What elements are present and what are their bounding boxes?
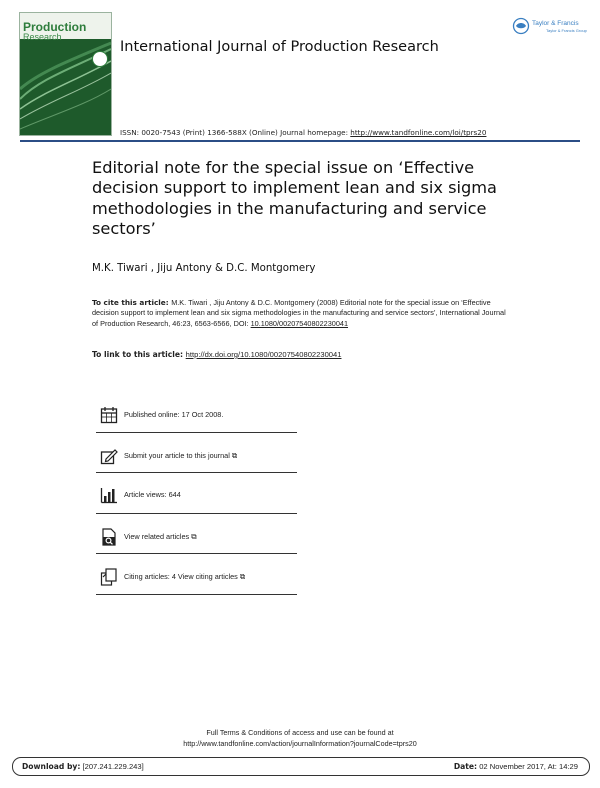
submit-icon: [100, 447, 118, 465]
journal-cover-image: [19, 12, 112, 136]
citing-articles-item[interactable]: [96, 554, 297, 594]
cite-text: M.K. Tiwari , Jiju Antony & D.C. Montgomery (2008) Editorial note for the special issue on ‘Effective decision support to implement lean and six sigma methodologies in the manufacturing and service sectors’, International Journal of Production Research, 46:23, 6563-6566, DOI:: [92, 298, 506, 328]
downloaded-by: [22, 762, 144, 771]
journal-title: International Journal of Production Research: [120, 39, 439, 55]
issn-line: [120, 128, 486, 137]
cover-title-line2: Research: [23, 32, 62, 42]
external-link-icon: ⧉: [239, 572, 246, 581]
related-articles-item[interactable]: [96, 514, 297, 554]
downloaded-value: [207.241.229.243]: [80, 762, 144, 771]
article-views-text: Article views: 644: [124, 490, 181, 499]
cite-label: To cite this article:: [92, 298, 172, 307]
search-doc-icon: [100, 528, 118, 546]
published-online-text: Published online: 17 Oct 2008.: [124, 410, 224, 419]
article-title: Editorial note for the special issue on ‘Effective decision support to implement lean and six sigma methodologies in the manufacturing and service sectors’: [92, 158, 497, 239]
doi-link[interactable]: 10.1080/00207540802230041: [250, 318, 349, 328]
date-label: Date:: [453, 762, 478, 771]
external-link-icon: ⧉: [191, 532, 197, 541]
cover-title-line1: Production: [23, 20, 87, 34]
submit-article-link[interactable]: Submit your article to this journal ⧉: [124, 451, 238, 460]
download-date: [454, 762, 578, 771]
bar-chart-icon: [100, 486, 118, 504]
publisher-group: Taylor & Francis Group: [546, 28, 587, 33]
publisher-name: Taylor & Francis: [532, 20, 579, 27]
article-url-link[interactable]: http://dx.doi.org/10.1080/00207540802230041: [185, 350, 342, 359]
article-authors: M.K. Tiwari , Jiju Antony & D.C. Montgomery: [92, 263, 316, 274]
citing-icon: [100, 568, 118, 586]
view-related-articles-link[interactable]: View related articles ⧉: [124, 532, 197, 541]
issn-text: ISSN: 0020-7543 (Print) 1366-588X (Online) Journal homepage:: [120, 128, 351, 137]
terms-line: Full Terms & Conditions of access and use can be found at: [206, 728, 394, 737]
terms-url-link[interactable]: http://www.tandfonline.com/action/journalInformation?journalCode=tprs20: [183, 739, 417, 748]
downloaded-label: Download by:: [22, 762, 81, 771]
citation-block: [92, 298, 512, 329]
item-divider: [96, 594, 297, 595]
external-link-icon: ⧉: [231, 451, 238, 460]
submit-article-item[interactable]: [96, 433, 297, 473]
article-views-item: [96, 472, 297, 512]
journal-homepage-link[interactable]: http://www.tandfonline.com/loi/tprs20: [350, 128, 487, 137]
view-citing-articles-link[interactable]: Citing articles: 4 View citing articles ⧉: [124, 572, 246, 581]
article-link-line: [92, 350, 341, 359]
date-value: 02 November 2017, At: 14:29: [477, 762, 578, 771]
header-divider: [20, 140, 580, 142]
calendar-icon: [100, 406, 118, 424]
published-online-item: [96, 392, 297, 432]
link-label: To link to this article:: [92, 350, 186, 359]
